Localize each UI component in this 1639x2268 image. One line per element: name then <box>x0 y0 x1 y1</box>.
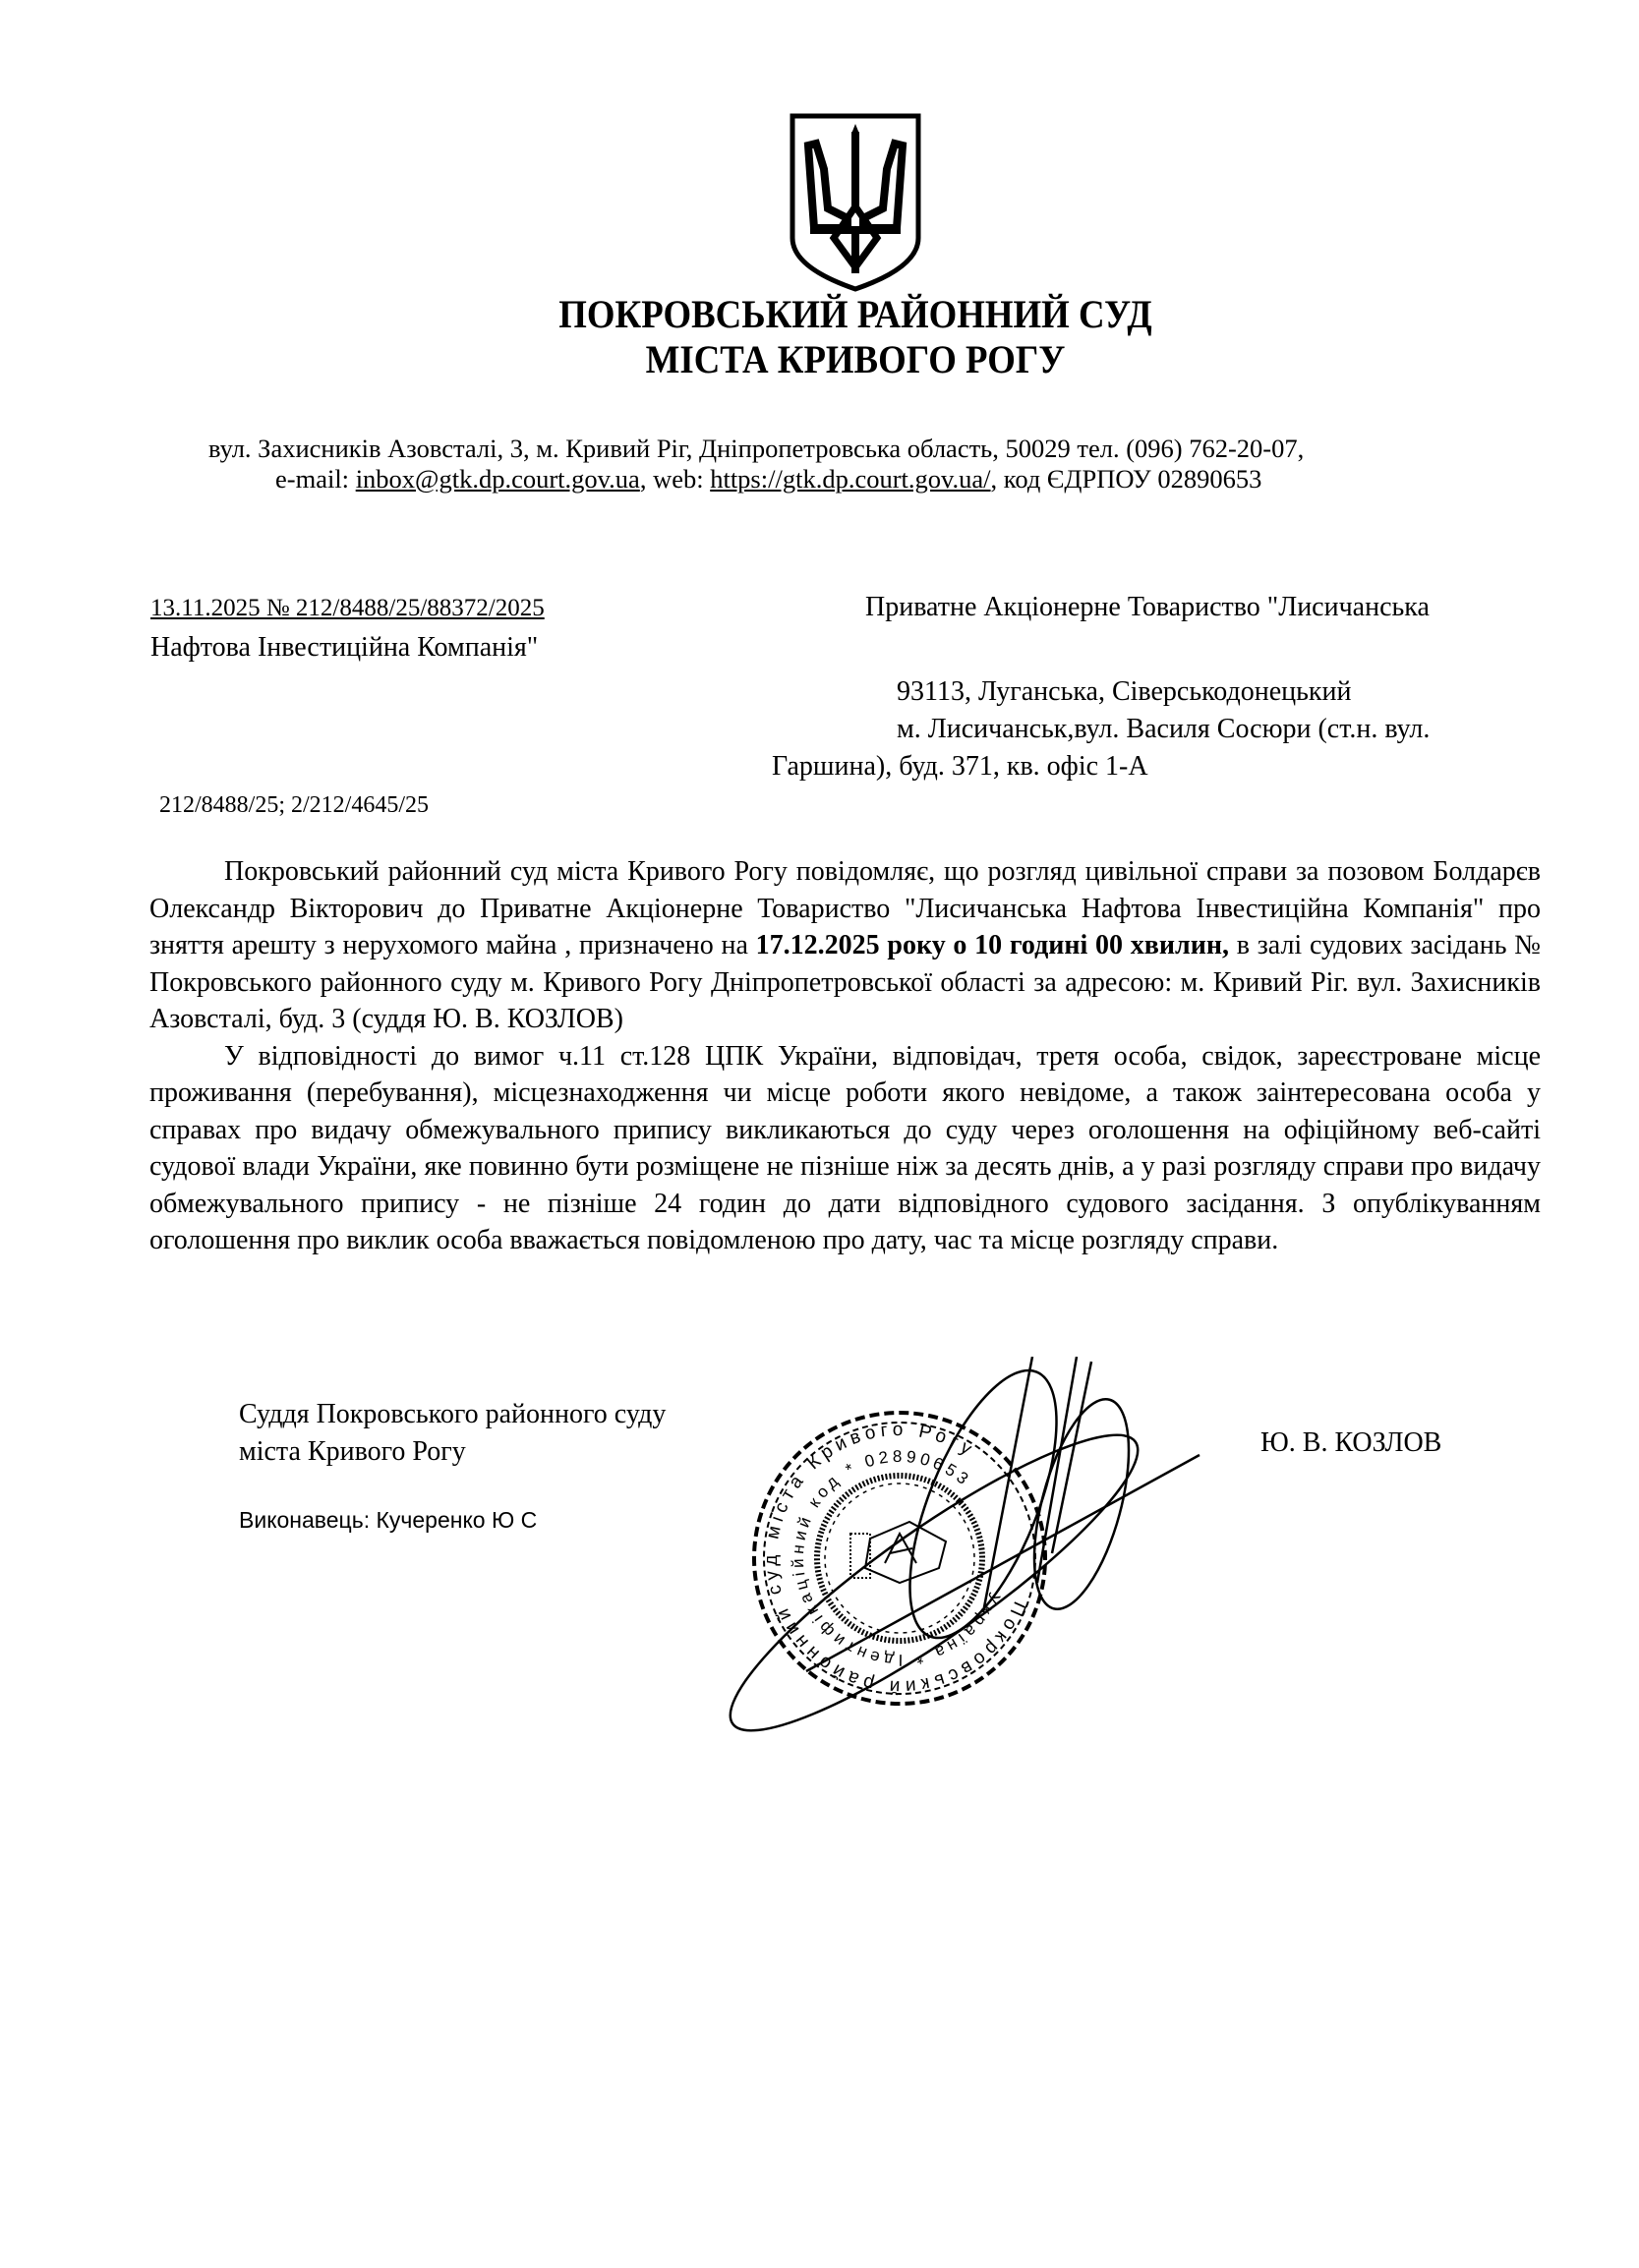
hearing-text-start: Покровський районний суд міста Кривого Рогу повідомляє, що розгляд цивільної справи за позовом Болдарєв Олександр Вікторович до Приватне Акціонерне Товариство "Лисичанська Нафтова Інвестиційна Компанія" про зняття арешту з нерухомого майна , призначено на <box>149 856 1541 960</box>
executor-name: Виконавець: Кучеренко Ю С <box>239 1507 538 1533</box>
notice-paragraph-legal-basis: У відповідності до вимог ч.11 ст.128 ЦПК України, відповідач, третя особа, свідок, зареєстроване місце проживання (перебування), місцезнаходження чи місце роботи якого невідоме, а також заінтересована особа у справах про видачу обмежувального припису викликаються до суду через оголошення на офіційному веб-сайті судової влади України, яке повинно бути розміщене не пізніше ніж за десять днів, а у разі розгляду справи про видачу обмежувального припису - не пізніше 24 годин до дати відповідного судового засідання. З опублікуванням оголошення про виклик особа вважається повідомленою про дату, час та місце розгляду справи. <box>149 1040 1541 1255</box>
recipient-address-line3: Гаршина), буд. 371, кв. офіс 1-А <box>772 751 1148 782</box>
notice-paragraph-hearing <box>149 853 1541 1038</box>
hearing-text-end: в залі судових засідань № Покровського районного суду м. Кривого Рогу Дніпропетровської області за адресою: м. Кривий Ріг. вул. Захисників Азовсталі, буд. 3 (суддя Ю. В. КОЗЛОВ) <box>149 930 1541 1034</box>
seal-center-emblem <box>850 1522 946 1583</box>
edrpou-code: , код ЄДРПОУ 02890653 <box>990 464 1262 494</box>
court-contacts-line <box>275 463 1261 494</box>
ukraine-coat-of-arms-icon <box>787 110 924 292</box>
judge-name: Ю. В. КОЗЛОВ <box>1260 1427 1442 1458</box>
web-label: , web: <box>639 464 711 494</box>
court-name-heading: ПОКРОВСЬКИЙ РАЙОННИЙ СУД <box>558 292 1152 336</box>
signature-title-line2: міста Кривого Рогу <box>239 1436 466 1467</box>
notice-body <box>149 853 1541 1259</box>
court-city-heading: МІСТА КРИВОГО РОГУ <box>645 337 1066 381</box>
handwritten-signature-icon <box>702 1357 1200 1768</box>
hearing-datetime: 17.12.2025 року о 10 годині 00 хвилин, <box>755 930 1230 960</box>
seal-outer-text: Покровський районний суд міста Кривого Рогу <box>760 1419 1030 1698</box>
recipient-address-line2: м. Лисичанськ,вул. Василя Сосюри (ст.н. вул. <box>897 714 1431 744</box>
email-label: е-mail: <box>275 464 356 494</box>
court-address: вул. Захисників Азовсталі, 3, м. Кривий Ріг, Дніпропетровська область, 50029 тел. (096) 762-20-07, <box>208 434 1305 463</box>
official-seal-icon <box>688 1357 1219 1770</box>
signature-title-line1: Суддя Покровського районного суду <box>239 1399 667 1429</box>
recipient-name-line2: Нафтова Інвестиційна Компанія" <box>150 632 539 663</box>
recipient-name-line1: Приватне Акціонерне Товариство "Лисичанська <box>865 592 1430 622</box>
recipient-address-line1: 93113, Луганська, Сіверськодонецький <box>897 676 1352 707</box>
email-link[interactable]: inbox@gtk.dp.court.gov.ua <box>355 464 640 494</box>
outgoing-date-number: 13.11.2025 № 212/8488/25/88372/2025 <box>150 595 545 621</box>
case-numbers: 212/8488/25; 2/212/4645/25 <box>159 792 430 818</box>
website-link[interactable]: https://gtk.dp.court.gov.ua/ <box>710 464 991 494</box>
seal-inner-text: Україна * Ідентифікаційний код * 02890653 <box>788 1446 1005 1670</box>
